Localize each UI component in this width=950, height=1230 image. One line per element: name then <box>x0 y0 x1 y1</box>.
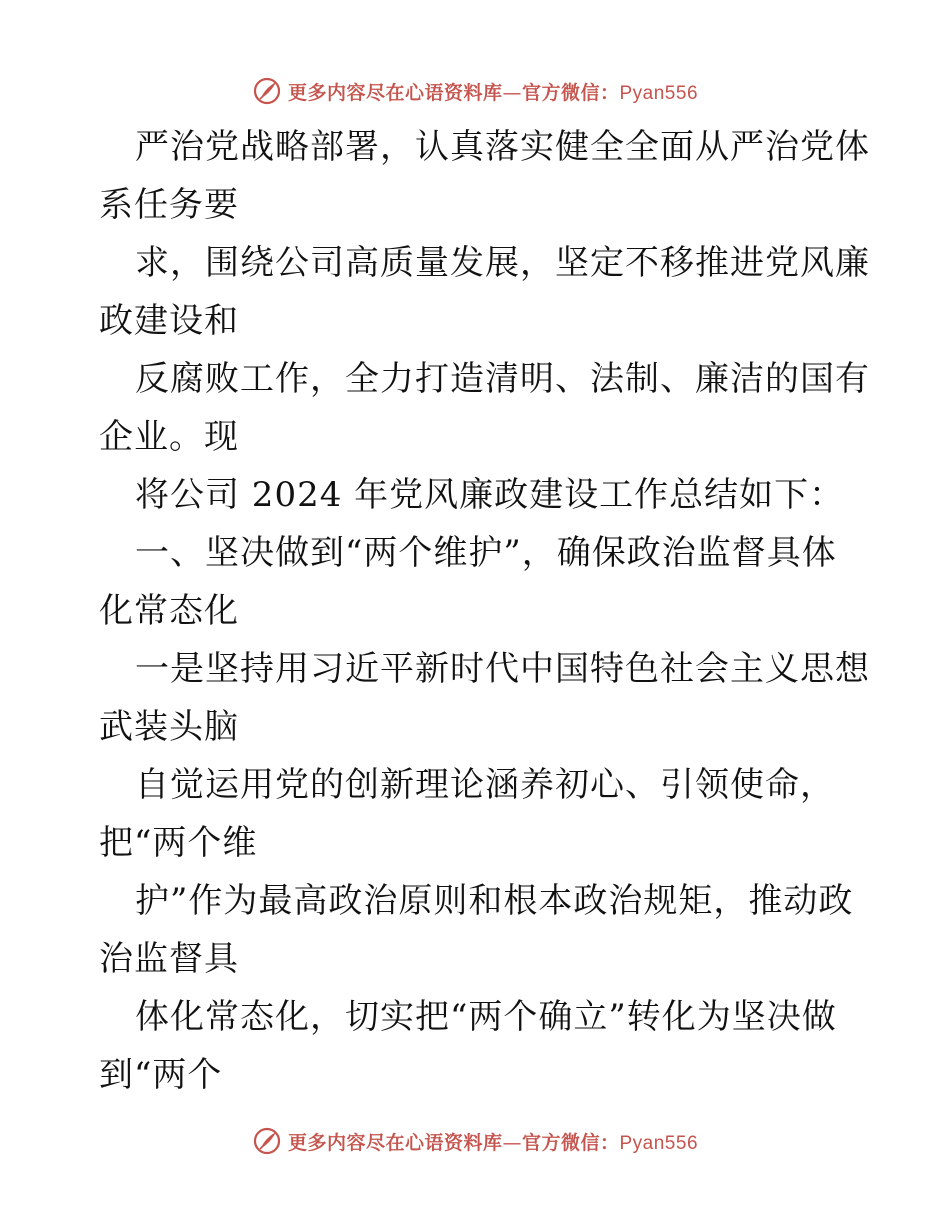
text-line: 反腐败工作，全力打造清明、法制、廉洁的国有 <box>135 359 870 399</box>
text-line: 自觉运用党的创新理论涵养初心、引领使命， <box>135 765 835 805</box>
text-line: 化常态化 <box>99 591 239 631</box>
text-line: 治监督具 <box>99 939 239 979</box>
document-body <box>99 118 870 1104</box>
text-line: 到“两个 <box>99 1055 223 1095</box>
text-line: 体化常态化，切实把“两个确立”转化为坚决做 <box>135 997 837 1037</box>
text-line: 企业。现 <box>99 417 239 457</box>
text-line: 严治党战略部署，认真落实健全全面从严治党体 <box>135 127 870 167</box>
section-heading: 一、坚决做到“两个维护”，确保政治监督具体 <box>135 533 837 573</box>
watermark-text: 更多内容尽在心语资料库—官方微信：Pyan556 <box>287 81 699 104</box>
text-line: 一是坚持用习近平新时代中国特色社会主义思想 <box>135 649 870 689</box>
text-line: 把“两个维 <box>99 823 258 863</box>
text-line: 政建设和 <box>99 301 239 341</box>
text-line: 将公司 2024 年党风廉政建设工作总结如下： <box>135 475 845 515</box>
text-line: 护”作为最高政治原则和根本政治规矩，推动政 <box>135 881 854 921</box>
text-line: 系任务要 <box>99 185 239 225</box>
text-line: 武装头脑 <box>99 707 239 747</box>
header-watermark <box>0 71 950 111</box>
footer-watermark <box>0 1121 950 1161</box>
quill-pen-logo-icon <box>252 76 282 106</box>
text-line: 求，围绕公司高质量发展，坚定不移推进党风廉 <box>135 243 870 283</box>
quill-pen-logo-icon <box>252 1126 282 1156</box>
watermark-text: 更多内容尽在心语资料库—官方微信：Pyan556 <box>287 1131 699 1154</box>
